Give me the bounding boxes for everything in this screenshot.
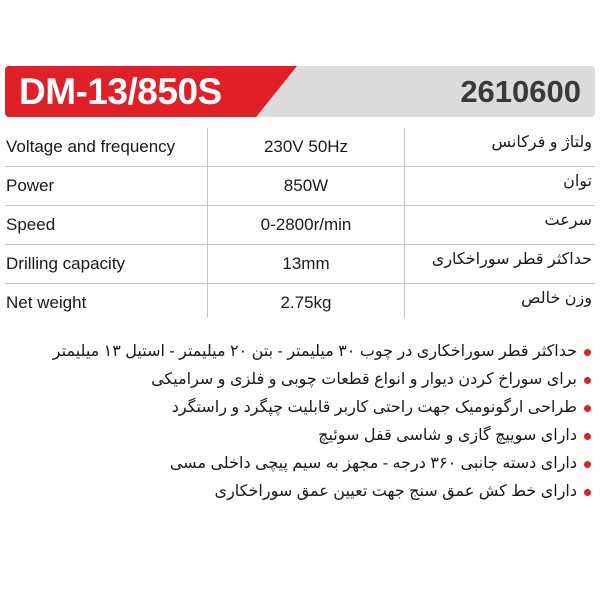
spec-row bbox=[5, 245, 595, 284]
spec-label-fa: وزن خالص bbox=[521, 290, 592, 307]
feature-list bbox=[5, 338, 593, 506]
feature-item bbox=[5, 422, 593, 450]
spec-value: 850W bbox=[283, 176, 329, 195]
spec-label-en: Speed bbox=[6, 215, 56, 234]
spec-row bbox=[5, 128, 595, 167]
feature-item bbox=[5, 478, 593, 506]
bullet-icon bbox=[584, 349, 591, 356]
spec-label-en: Drilling capacity bbox=[6, 254, 126, 273]
spec-value: 13mm bbox=[282, 254, 330, 273]
spec-value: 230V 50Hz bbox=[263, 137, 349, 156]
spec-label-en: Voltage and frequency bbox=[6, 137, 176, 156]
feature-text: طراحی ارگونومیک جهت راحتی کاربر قابلیت چپگرد و راستگرد bbox=[171, 399, 577, 416]
spec-table bbox=[5, 128, 595, 322]
product-header bbox=[5, 66, 595, 117]
spec-label-en: Power bbox=[6, 176, 55, 195]
feature-item bbox=[5, 394, 593, 422]
spec-row bbox=[5, 167, 595, 206]
spec-label-fa: توان bbox=[563, 173, 592, 190]
product-code: 2610600 bbox=[460, 74, 581, 109]
feature-text: حداکثر قطر سوراخکاری در چوب ۳۰ میلیمتر - بتن ۲۰ میلیمتر - استیل ۱۳ میلیمتر bbox=[52, 343, 577, 360]
bullet-icon bbox=[584, 433, 591, 440]
bullet-icon bbox=[584, 377, 591, 384]
spec-label-fa: حداکثر قطر سوراخکاری bbox=[431, 251, 592, 268]
bullet-icon bbox=[584, 405, 591, 412]
feature-text: دارای سوییچ گازی و شاسی قفل سوئیچ bbox=[318, 427, 577, 444]
model-name: DM-13/850S bbox=[19, 71, 222, 112]
bullet-icon bbox=[584, 461, 591, 468]
feature-item bbox=[5, 338, 593, 366]
feature-text: برای سوراخ کردن دیوار و انواع قطعات چوبی و فلزی و سرامیکی bbox=[151, 371, 577, 388]
spec-label-fa: ولتاژ و فرکانس bbox=[491, 134, 592, 151]
spec-label-fa: سرعت bbox=[544, 212, 592, 229]
feature-text: دارای دسته جانبی ۳۶۰ درجه - مجهز به سیم پیچی داخلی مسی bbox=[169, 455, 577, 472]
spec-value: 0-2800r/min bbox=[260, 215, 352, 234]
spec-label-en: Net weight bbox=[6, 293, 87, 312]
feature-item bbox=[5, 450, 593, 478]
spec-value: 2.75kg bbox=[280, 293, 332, 312]
bullet-icon bbox=[584, 489, 591, 496]
feature-item bbox=[5, 366, 593, 394]
spec-row bbox=[5, 284, 595, 322]
feature-text: دارای خط کش عمق سنج جهت تعیین عمق سوراخکاری bbox=[214, 483, 577, 500]
spec-row bbox=[5, 206, 595, 245]
